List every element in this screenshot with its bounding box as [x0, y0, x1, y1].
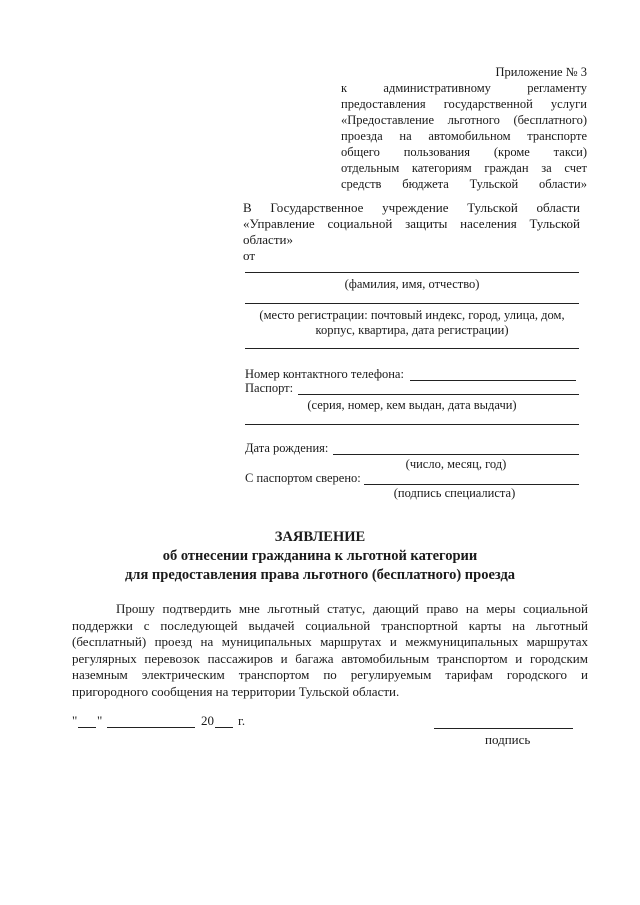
document-subtitle-line1: об отнесении гражданина к льготной категории — [162, 548, 478, 564]
fio-caption: (фамилия, имя, отчество) — [344, 277, 480, 291]
passport-verified-label: С паспортом сверено: — [245, 471, 361, 485]
addressee-block — [243, 200, 580, 264]
request-paragraph: Прошу подтвердить мне льготный статус, дающий право на меры социальной поддержки с последующей выдачей социальной транспортной карты на льготный (бесплатный) проезд на муниципальных маршрутах и межмуниципальных маршрутах регулярных перевозок пассажиров и багажа автомобильным транспортом и городским наземным электрическим транспортом по регулируемым тарифам городского и пригородного сообщения на территории Тульской области. — [72, 601, 588, 699]
registration-field-line[interactable] — [245, 303, 579, 304]
passport-caption: (серия, номер, кем выдан, дата выдачи) — [307, 398, 517, 412]
passport-label: Паспорт: — [245, 381, 294, 395]
addressee-line: В Государственное учреждение Тульской области — [243, 200, 580, 215]
addressee-line: «Управление социальной защиты населения Тульской — [243, 216, 580, 231]
phone-label: Номер контактного телефона: — [245, 367, 404, 381]
registration-caption-line1: (место регистрации: почтовый индекс, город, улица, дом, — [259, 308, 565, 322]
appendix-line: средств бюджета Тульской области» — [341, 177, 587, 191]
appendix-line: общего пользования (кроме такси) — [341, 145, 587, 159]
appendix-line: предоставления государственной услуги — [341, 97, 587, 111]
date-day-line[interactable] — [78, 727, 96, 728]
passport-verified-field-line[interactable] — [364, 484, 579, 485]
appendix-block — [341, 64, 587, 192]
date-month-line[interactable] — [107, 727, 195, 728]
specialist-signature-caption: (подпись специалиста) — [393, 486, 516, 500]
document-subtitle-line2: для предоставления права льготного (бесплатного) проезда — [124, 567, 516, 583]
phone-field-line[interactable] — [410, 380, 576, 381]
registration-caption-line2: корпус, квартира, дата регистрации) — [315, 323, 509, 337]
date-year-suffix: г. — [238, 713, 246, 728]
birth-date-caption: (число, месяц, год) — [405, 457, 507, 471]
appendix-line: отдельным категориям граждан за счет — [341, 161, 587, 175]
addressee-line: области» — [243, 232, 293, 247]
registration-extra-line[interactable] — [245, 348, 579, 349]
appendix-line: проезда на автомобильном транспорте — [341, 129, 587, 143]
birth-date-field-line[interactable] — [333, 454, 579, 455]
appendix-line: к административному регламенту — [341, 81, 587, 95]
appendix-line: «Предоставление льготного (бесплатного) — [341, 113, 587, 127]
addressee-from: от — [243, 248, 256, 263]
date-year-line[interactable] — [215, 727, 233, 728]
appendix-title: Приложение № 3 — [495, 65, 587, 79]
applicant-signature-line[interactable] — [434, 728, 573, 729]
document-title: ЗАЯВЛЕНИЕ — [274, 529, 366, 545]
birth-date-label: Дата рождения: — [245, 441, 329, 455]
date-year-prefix: 20 — [201, 713, 214, 728]
applicant-signature-caption: подпись — [485, 732, 531, 747]
fio-field-line[interactable] — [245, 272, 579, 273]
date-close-quote: " — [97, 713, 103, 728]
passport-extra-line[interactable] — [245, 424, 579, 425]
passport-field-line[interactable] — [298, 394, 579, 395]
date-open-quote: " — [72, 713, 78, 728]
